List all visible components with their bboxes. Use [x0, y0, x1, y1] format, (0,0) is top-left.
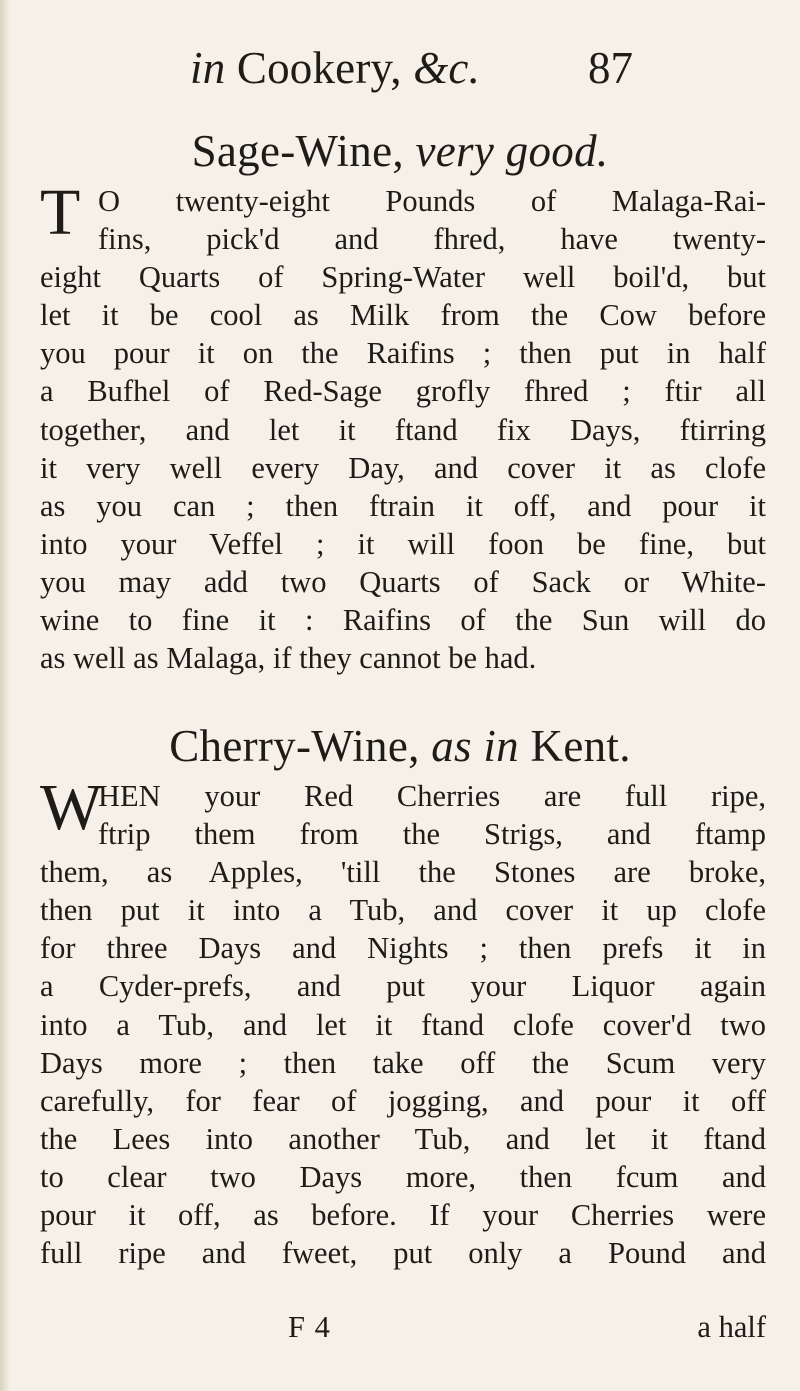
page-edge: [0, 0, 10, 1391]
text-line: them, as Apples, 'till the Stones are broke,: [40, 855, 766, 890]
running-title: [190, 42, 480, 94]
drop-cap: W: [40, 771, 103, 844]
text-line: it very well every Day, and cover it as clofe: [40, 450, 766, 485]
recipe-title-italic: as in: [431, 721, 519, 771]
text-line: wine to fine it : Raifins of the Sun will do: [40, 603, 766, 638]
text-line: the Lees into another Tub, and let it ftand: [40, 1121, 766, 1156]
text-line: as you can ; then ftrain it off, and pour it: [40, 488, 766, 523]
text-line: then put it into a Tub, and cover it up clofe: [40, 893, 766, 928]
text-line: a Cyder-prefs, and put your Liquor again: [40, 969, 766, 1004]
running-title-text: Cookery,: [236, 43, 402, 93]
text-line: you may add two Quarts of Sack or White-: [40, 564, 766, 599]
text-line: ftrip them from the Strigs, and ftamp: [98, 817, 766, 852]
text-line: carefully, for fear of jogging, and pour it off: [40, 1083, 766, 1118]
text-line: a Bufhel of Red-Sage grofly fhred ; ftir all: [40, 374, 766, 409]
recipe-title-cherry-wine: [0, 720, 800, 772]
drop-cap: T: [40, 176, 81, 249]
running-prefix: in: [190, 43, 226, 93]
text-line: you pour it on the Raifins ; then put in half: [40, 336, 766, 371]
recipe-title-main: Sage-Wine,: [191, 126, 404, 176]
text-line: to clear two Days more, then fcum and: [40, 1159, 766, 1194]
text-line: as well as Malaga, if they cannot be had.: [40, 641, 537, 676]
text-line: into your Veffel ; it will foon be fine, but: [40, 526, 766, 561]
text-line: full ripe and fweet, put only a Pound and: [40, 1236, 766, 1271]
signature-mark: F 4: [288, 1310, 331, 1344]
recipe-title-end: Kent.: [530, 721, 631, 771]
recipe-title-sage-wine: [0, 125, 800, 177]
text-line: HEN your Red Cherries are full ripe,: [98, 779, 766, 813]
text-line: eight Quarts of Spring-Water well boil'd, but: [40, 260, 766, 295]
recipe-body-cherry-wine: [40, 771, 766, 1272]
recipe-title-italic: very good.: [415, 126, 609, 176]
text-line: fins, pick'd and fhred, have twenty-: [98, 222, 766, 257]
text-line: pour it off, as before. If your Cherries were: [40, 1198, 766, 1233]
catchword: a half: [697, 1310, 766, 1344]
running-header: [190, 42, 690, 112]
page-footer: [40, 1310, 766, 1350]
recipe-title-main: Cherry-Wine,: [169, 721, 420, 771]
recipe-body-sage-wine: [40, 176, 766, 677]
text-line: O twenty-eight Pounds of Malaga-Rai-: [98, 184, 766, 218]
text-line: let it be cool as Milk from the Cow before: [40, 298, 766, 333]
text-line: together, and let it ftand fix Days, ftirring: [40, 412, 766, 447]
running-suffix: &c.: [413, 43, 481, 93]
text-line: into a Tub, and let it ftand clofe cover'd two: [40, 1007, 766, 1042]
text-line: for three Days and Nights ; then prefs it in: [40, 931, 766, 966]
text-line: Days more ; then take off the Scum very: [40, 1045, 766, 1080]
page-number: 87: [588, 43, 633, 93]
